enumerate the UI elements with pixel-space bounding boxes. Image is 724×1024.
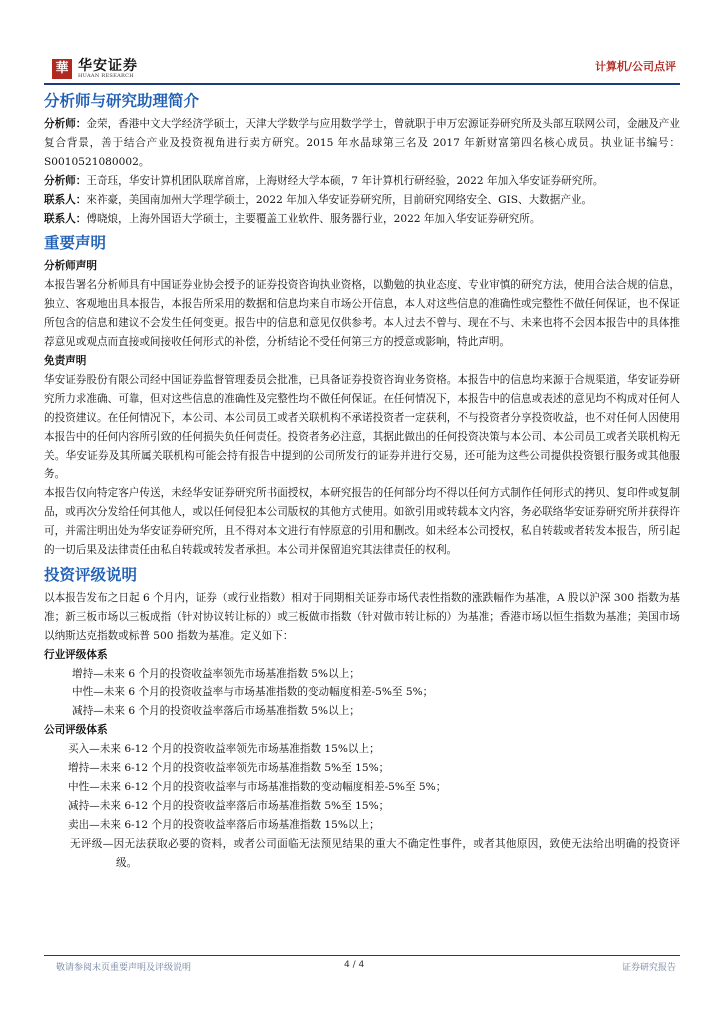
brand-logo — [52, 59, 138, 79]
entry-label: 分析师： — [44, 174, 87, 187]
rating-intro: 以本报告发布之日起 6 个月内，证券（或行业指数）相对于同期相关证券市场代表性指数的涨跌幅作为基准，A 股以沪深 300 指数为基准；新三板市场以三板成指（针对协议转让标的）或三板做市指数（针对做市转让标的）为基准；香港市场以恒生指数为基准；美国市场以纳斯达克指数或标普 500 指数为基准。定义如下： — [44, 591, 680, 642]
company-rating-item: 减持—未来 6-12 个月的投资收益率落后市场基准指数 5%至 15%； — [68, 799, 390, 812]
no-rating-item: 无评级—因无法获取必要的资料，或者公司面临无法预见结果的重大不确定性事件，或者其他原因，致使无法给出明确的投资评级。 — [70, 837, 680, 869]
page-footer — [44, 960, 680, 974]
page-number: 4 / 4 — [344, 960, 365, 970]
industry-rating-item: 减持—未来 6 个月的投资收益率落后市场基准指数 5%以上； — [72, 705, 360, 718]
contact-entry — [44, 210, 680, 229]
disclaimer-section-title: 重要声明 — [44, 234, 107, 253]
company-rating-item: 卖出—未来 6-12 个月的投资收益率落后市场基准指数 15%以上； — [68, 818, 380, 831]
entry-text: 金荣，香港中文大学经济学硕士，天津大学数学与应用数学学士，曾就职于申万宏源证券研究所及头部互联网公司，金融及产业复合背景，善于结合产业及投资视角进行卖方研究。2015 年水晶球第三名及 2017 年新财富第四名核心成员。执业证书编号：S0010521080002。 — [44, 118, 681, 168]
brand-subtitle: HUAAN RESEARCH — [78, 73, 134, 79]
brand-seal-icon: 華 — [52, 59, 72, 79]
company-rating-item: 中性—未来 6-12 个月的投资收益率与市场基准指数的变动幅度相差-5%至 5%； — [68, 781, 447, 793]
exemption-paragraph: 华安证券股份有限公司经中国证券监督管理委员会批准，已具备证券投资咨询业务资格。本报告中的信息均来源于合规渠道，华安证券研究所力求准确、可靠，但对这些信息的准确性及完整性均不做任何保证。在任何情况下，本报告中的信息或表述的意见均不构成对任何人的投资建议。在任何情况下，本公司、本公司员工或者关联机构不承诺投资者一定获利，不与投资者分享投资收益，也不对任何人因使用本报告中的任何内容所引致的任何损失负任何责任。投资者务必注意，其据此做出的任何投资决策与本公司、本公司员工或者关联机构无关。华安证券及其所属关联机构可能会持有报告中提到的公司所发行的证券并进行交易，还可能为这些公司提供投资银行服务或其他服务。 — [44, 373, 680, 481]
analyst-statement-title: 分析师声明 — [44, 260, 97, 273]
industry-rating-item: 中性—未来 6 个月的投资收益率与市场基准指数的变动幅度相差-5%至 5%； — [72, 686, 434, 699]
analyst-entry — [44, 172, 680, 191]
analyst-entry — [44, 115, 680, 172]
analyst-statement-text: 本报告署名分析师具有中国证券业协会授予的证券投资咨询执业资格，以勤勉的执业态度、专业审慎的研究方法，使用合法合规的信息，独立、客观地出具本报告，本报告所采用的数据和信息均来自市场公开信息，本人对这些信息的准确性或完整性不做任何保证，也不保证所包含的信息和建议不会发生任何变更。报告中的信息和意见仅供参考。本人过去不曾与、现在不与、未来也将不会因本报告中的具体推荐意见或观点而直接或间接收任何形式的补偿，分析结论不受任何第三方的授意或影响，特此声明。 — [44, 279, 680, 349]
company-rating-title: 公司评级体系 — [44, 724, 108, 737]
exemption-paragraph: 本报告仅向特定客户传送，未经华安证券研究所书面授权，本研究报告的任何部分均不得以任何方式制作任何形式的拷贝、复印件或复制品，或再次分发给任何其他人，或以任何侵犯本公司版权的其他方式使用。如欲引用或转载本文内容，务必联络华安证券研究所并获得许可，并需注明出处为华安证券研究所，且不得对本文进行有悖原意的引用和删改。如未经本公司授权，私自转载或者转发本报告，所引起的一切后果及法律责任由私自转载或转发者承担。本公司并保留追究其法律责任的权利。 — [44, 487, 680, 557]
industry-rating-item: 增持—未来 6 个月的投资收益率领先市场基准指数 5%以上； — [72, 667, 360, 680]
report-category: 计算机/公司点评 — [594, 60, 676, 73]
page-body — [44, 90, 680, 873]
company-rating-item: 增持—未来 6-12 个月的投资收益率领先市场基准指数 5%至 15%； — [68, 762, 390, 775]
contact-entry — [44, 191, 680, 210]
page-header — [44, 54, 680, 84]
footer-report-type: 证券研究报告 — [621, 963, 676, 973]
rating-section-title: 投资评级说明 — [44, 565, 138, 584]
entry-text: 來祚豪，美国南加州大学理学硕士，2022 年加入华安证券研究所，目前研究网络安全、GIS、大数据产业。 — [86, 193, 593, 206]
entry-label: 联系人： — [44, 193, 87, 206]
entry-text: 王奇珏，华安计算机团队联席首席，上海财经大学本硕，7 年计算机行研经验，2022 年加入华安证券研究所。 — [86, 174, 604, 187]
footer-disclaimer-note: 敬请参阅末页重要声明及评级说明 — [56, 963, 192, 973]
company-rating-item: 买入—未来 6-12 个月的投资收益率领先市场基准指数 15%以上； — [68, 743, 380, 756]
entry-label: 联系人： — [44, 212, 87, 225]
brand-name: 华安证券 — [78, 58, 138, 74]
footer-divider — [44, 955, 680, 956]
exemption-title: 免责声明 — [44, 354, 87, 367]
analyst-section-title: 分析师与研究助理简介 — [44, 92, 200, 110]
industry-rating-title: 行业评级体系 — [44, 648, 108, 661]
entry-text: 傅晓烺，上海外国语大学硕士，主要覆盖工业软件、服务器行业，2022 年加入华安证券研究所。 — [86, 212, 541, 225]
entry-label: 分析师： — [44, 118, 87, 130]
header-divider — [44, 83, 680, 85]
